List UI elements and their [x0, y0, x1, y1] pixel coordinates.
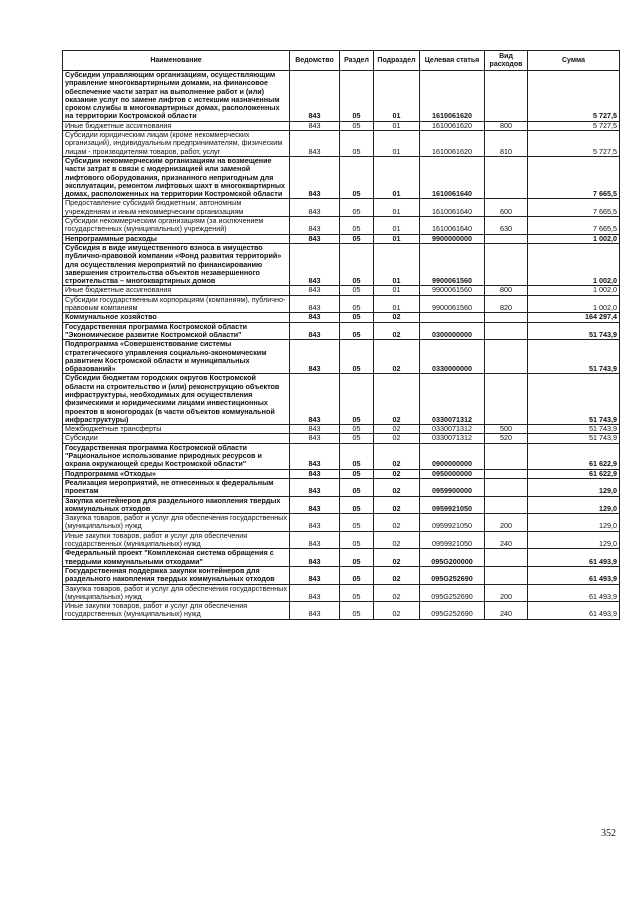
- row-name: Государственная поддержка закупки контейнеров для раздельного накопления твердых коммунальных отходов: [63, 566, 290, 584]
- row-amount: 51 743,9: [528, 425, 620, 434]
- row-section: 05: [340, 496, 374, 514]
- row-target-article: 0959921050: [420, 496, 485, 514]
- row-amount: 5 727,5: [528, 131, 620, 157]
- row-subsection: 02: [374, 478, 420, 496]
- row-target-article: 1610061640: [420, 217, 485, 235]
- row-name: Непрограммные расходы: [63, 234, 290, 243]
- row-amount: 51 743,9: [528, 322, 620, 340]
- row-department: 843: [290, 243, 340, 285]
- row-department: 843: [290, 469, 340, 478]
- row-target-article: 1610061620: [420, 131, 485, 157]
- row-name: Коммунальное хозяйство: [63, 313, 290, 322]
- col-header-amount: Сумма: [528, 51, 620, 71]
- row-subsection: 01: [374, 71, 420, 122]
- table-row: [63, 199, 620, 217]
- row-section: 05: [340, 156, 374, 198]
- row-expense-type: 630: [485, 217, 528, 235]
- row-target-article: 0330071312: [420, 434, 485, 443]
- col-header-subsection: Подраздел: [374, 51, 420, 71]
- table-row: [63, 121, 620, 130]
- row-expense-type: 820: [485, 295, 528, 313]
- row-subsection: 02: [374, 425, 420, 434]
- table-row: [63, 286, 620, 295]
- row-expense-type: [485, 549, 528, 567]
- row-section: 05: [340, 295, 374, 313]
- row-department: 843: [290, 496, 340, 514]
- row-subsection: 02: [374, 443, 420, 469]
- row-name: Закупка товаров, работ и услуг для обеспечения государственных (муниципальных) нужд: [63, 584, 290, 602]
- row-department: 843: [290, 549, 340, 567]
- row-amount: 129,0: [528, 478, 620, 496]
- row-section: 05: [340, 443, 374, 469]
- row-name: Субсидии некоммерческим организациям (за исключением государственных (муниципальных) учреждений): [63, 217, 290, 235]
- row-section: 05: [340, 313, 374, 322]
- row-expense-type: [485, 496, 528, 514]
- row-name: Предоставление субсидий бюджетным, автономным учреждениям и иным некоммерческим организациям: [63, 199, 290, 217]
- row-expense-type: [485, 374, 528, 425]
- row-amount: 5 727,5: [528, 121, 620, 130]
- row-section: 05: [340, 566, 374, 584]
- row-amount: 1 002,0: [528, 234, 620, 243]
- row-department: 843: [290, 313, 340, 322]
- row-section: 05: [340, 469, 374, 478]
- row-target-article: 095G252690: [420, 602, 485, 620]
- table-row: [63, 584, 620, 602]
- row-department: 843: [290, 443, 340, 469]
- row-name: Иные закупки товаров, работ и услуг для обеспечения государственных (муниципальных) нужд: [63, 602, 290, 620]
- row-name: Субсидия в виде имущественного взноса в имущество публично-правовой компании «Фонд развития территорий» для осуществления мероприятий по финансированию завершения строительства объектов незавершенного строительства – многоквартирных домов: [63, 243, 290, 285]
- row-section: 05: [340, 121, 374, 130]
- row-section: 05: [340, 531, 374, 549]
- table-row: [63, 71, 620, 122]
- row-name: Субсидии управляющим организациям, осуществляющим управление многоквартирными домами, на финансовое обеспечение части затрат на выполнение работ и (или) оказание услуг по замене лифтов с истекшим назначенным сроком службы в многоквартирных домах, расположенных на территории Костромской области: [63, 71, 290, 122]
- row-amount: 129,0: [528, 496, 620, 514]
- row-expense-type: 800: [485, 121, 528, 130]
- row-name: Субсидии бюджетам городских округов Костромской области на строительство и (или) реконструкцию объектов инфраструктуры, необходимых для осуществления физическими и юридическими лицами инвестиционных проектов в моногородах (в части объектов коммунальной инфраструктуры): [63, 374, 290, 425]
- row-amount: 61 493,9: [528, 566, 620, 584]
- table-row: [63, 322, 620, 340]
- row-target-article: 0959900000: [420, 478, 485, 496]
- row-expense-type: 600: [485, 199, 528, 217]
- row-target-article: 1610061640: [420, 156, 485, 198]
- row-name: Субсидии: [63, 434, 290, 443]
- row-target-article: 9900000000: [420, 234, 485, 243]
- row-section: 05: [340, 234, 374, 243]
- table-row: [63, 234, 620, 243]
- page-number: 352: [601, 828, 616, 839]
- row-expense-type: 200: [485, 584, 528, 602]
- row-department: 843: [290, 295, 340, 313]
- row-subsection: 01: [374, 156, 420, 198]
- row-amount: 61 493,9: [528, 549, 620, 567]
- row-subsection: 02: [374, 549, 420, 567]
- row-subsection: 01: [374, 286, 420, 295]
- row-subsection: 02: [374, 531, 420, 549]
- row-amount: 7 665,5: [528, 217, 620, 235]
- row-name: Закупка товаров, работ и услуг для обеспечения государственных (муниципальных) нужд: [63, 514, 290, 532]
- row-target-article: 0300000000: [420, 322, 485, 340]
- row-department: 843: [290, 71, 340, 122]
- row-department: 843: [290, 131, 340, 157]
- row-department: 843: [290, 566, 340, 584]
- row-subsection: 01: [374, 234, 420, 243]
- row-expense-type: [485, 443, 528, 469]
- row-subsection: 02: [374, 602, 420, 620]
- row-amount: 61 622,9: [528, 469, 620, 478]
- table-row: [63, 496, 620, 514]
- row-subsection: 02: [374, 469, 420, 478]
- row-name: Субсидии юридическим лицам (кроме некоммерческих организаций), индивидуальным предпринимателям, физическим лицам - производителям товаров, работ, услуг: [63, 131, 290, 157]
- row-expense-type: 810: [485, 131, 528, 157]
- table-row: [63, 514, 620, 532]
- row-section: 05: [340, 71, 374, 122]
- row-department: 843: [290, 602, 340, 620]
- row-amount: 1 002,0: [528, 243, 620, 285]
- row-target-article: 9900061560: [420, 243, 485, 285]
- row-name: Межбюджетные трансферты: [63, 425, 290, 434]
- row-subsection: 01: [374, 217, 420, 235]
- row-amount: 7 665,5: [528, 156, 620, 198]
- row-department: 843: [290, 121, 340, 130]
- row-subsection: 02: [374, 514, 420, 532]
- row-amount: 61 622,9: [528, 443, 620, 469]
- row-section: 05: [340, 286, 374, 295]
- table-row: [63, 131, 620, 157]
- row-expense-type: [485, 469, 528, 478]
- row-amount: 164 297,4: [528, 313, 620, 322]
- row-target-article: 1610061620: [420, 71, 485, 122]
- row-department: 843: [290, 286, 340, 295]
- row-department: 843: [290, 322, 340, 340]
- row-subsection: 02: [374, 374, 420, 425]
- table-row: [63, 313, 620, 322]
- row-target-article: 0330071312: [420, 374, 485, 425]
- row-expense-type: [485, 156, 528, 198]
- row-target-article: 095G252690: [420, 566, 485, 584]
- table-row: [63, 217, 620, 235]
- row-subsection: 02: [374, 566, 420, 584]
- row-target-article: 1610061640: [420, 199, 485, 217]
- row-target-article: 0330000000: [420, 340, 485, 374]
- row-target-article: 9900061560: [420, 286, 485, 295]
- row-amount: 1 002,0: [528, 295, 620, 313]
- row-subsection: 02: [374, 434, 420, 443]
- row-name: Федеральный проект "Комплексная система обращения с твердыми коммунальными отходами": [63, 549, 290, 567]
- col-header-expense-type: Вид расходов: [485, 51, 528, 71]
- table-row: [63, 340, 620, 374]
- row-amount: 1 002,0: [528, 286, 620, 295]
- table-row: [63, 295, 620, 313]
- row-expense-type: [485, 243, 528, 285]
- row-department: 843: [290, 217, 340, 235]
- row-subsection: 02: [374, 584, 420, 602]
- row-subsection: 01: [374, 121, 420, 130]
- row-department: 843: [290, 234, 340, 243]
- row-section: 05: [340, 602, 374, 620]
- row-expense-type: 240: [485, 602, 528, 620]
- col-header-section: Раздел: [340, 51, 374, 71]
- row-name: Иные бюджетные ассигнования: [63, 121, 290, 130]
- row-target-article: 1610061620: [420, 121, 485, 130]
- row-section: 05: [340, 514, 374, 532]
- row-department: 843: [290, 478, 340, 496]
- row-amount: 51 743,9: [528, 340, 620, 374]
- row-section: 05: [340, 425, 374, 434]
- row-section: 05: [340, 243, 374, 285]
- row-amount: 7 665,5: [528, 199, 620, 217]
- row-expense-type: 800: [485, 286, 528, 295]
- row-amount: 129,0: [528, 514, 620, 532]
- row-section: 05: [340, 549, 374, 567]
- table-row: [63, 374, 620, 425]
- table-row: [63, 156, 620, 198]
- row-name: Реализация мероприятий, не отнесенных к федеральным проектам: [63, 478, 290, 496]
- row-expense-type: 200: [485, 514, 528, 532]
- table-row: [63, 425, 620, 434]
- row-target-article: 0900000000: [420, 443, 485, 469]
- table-row: [63, 469, 620, 478]
- row-department: 843: [290, 531, 340, 549]
- row-target-article: [420, 313, 485, 322]
- table-row: [63, 443, 620, 469]
- row-section: 05: [340, 199, 374, 217]
- row-amount: 61 493,9: [528, 602, 620, 620]
- row-target-article: 0330071312: [420, 425, 485, 434]
- row-subsection: 02: [374, 340, 420, 374]
- row-amount: 5 727,5: [528, 71, 620, 122]
- row-department: 843: [290, 425, 340, 434]
- row-name: Субсидии государственным корпорациям (компаниям), публично-правовым компаниям: [63, 295, 290, 313]
- row-expense-type: [485, 234, 528, 243]
- row-expense-type: [485, 340, 528, 374]
- row-name: Подпрограмма «Совершенствование системы стратегического управления социально-экономическим развитием Костромской области и муниципальных образований»: [63, 340, 290, 374]
- row-subsection: 02: [374, 496, 420, 514]
- col-header-target-article: Целевая статья: [420, 51, 485, 71]
- table-row: [63, 478, 620, 496]
- table-row: [63, 531, 620, 549]
- row-section: 05: [340, 217, 374, 235]
- budget-table: [62, 50, 620, 620]
- row-expense-type: 240: [485, 531, 528, 549]
- row-expense-type: [485, 71, 528, 122]
- row-subsection: 01: [374, 243, 420, 285]
- row-section: 05: [340, 434, 374, 443]
- row-section: 05: [340, 374, 374, 425]
- row-name: Иные бюджетные ассигнования: [63, 286, 290, 295]
- row-department: 843: [290, 340, 340, 374]
- row-target-article: 095G252690: [420, 584, 485, 602]
- row-name: Государственная программа Костромской области "Экономическое развитие Костромской области": [63, 322, 290, 340]
- row-department: 843: [290, 584, 340, 602]
- row-expense-type: [485, 313, 528, 322]
- col-header-name: Наименование: [63, 51, 290, 71]
- row-section: 05: [340, 131, 374, 157]
- row-section: 05: [340, 340, 374, 374]
- row-amount: 61 493,9: [528, 584, 620, 602]
- row-target-article: 0950000000: [420, 469, 485, 478]
- row-subsection: 02: [374, 322, 420, 340]
- table-row: [63, 566, 620, 584]
- table-row: [63, 602, 620, 620]
- table-header-row: [63, 51, 620, 71]
- row-name: Закупка контейнеров для раздельного накопления твердых коммунальных отходов: [63, 496, 290, 514]
- row-name: Субсидии некоммерческим организациям на возмещение части затрат в связи с модернизацией или заменой лифтового оборудования, признанного непригодным для эксплуатации, ремонтом лифтовых шахт в многоквартирных домах, расположенных на территории Костромской области: [63, 156, 290, 198]
- col-header-department: Ведомство: [290, 51, 340, 71]
- table-row: [63, 243, 620, 285]
- table-row: [63, 434, 620, 443]
- row-section: 05: [340, 584, 374, 602]
- row-department: 843: [290, 374, 340, 425]
- row-section: 05: [340, 478, 374, 496]
- row-target-article: 0959921050: [420, 531, 485, 549]
- row-expense-type: 500: [485, 425, 528, 434]
- row-expense-type: [485, 478, 528, 496]
- row-target-article: 9900061560: [420, 295, 485, 313]
- row-target-article: 0959921050: [420, 514, 485, 532]
- row-amount: 51 743,9: [528, 434, 620, 443]
- row-department: 843: [290, 199, 340, 217]
- row-department: 843: [290, 514, 340, 532]
- row-name: Подпрограмма «Отходы»: [63, 469, 290, 478]
- row-department: 843: [290, 156, 340, 198]
- row-subsection: 01: [374, 131, 420, 157]
- row-department: 843: [290, 434, 340, 443]
- row-expense-type: 520: [485, 434, 528, 443]
- row-target-article: 095G200000: [420, 549, 485, 567]
- row-expense-type: [485, 566, 528, 584]
- row-subsection: 02: [374, 313, 420, 322]
- row-amount: 129,0: [528, 531, 620, 549]
- table-row: [63, 549, 620, 567]
- row-subsection: 01: [374, 295, 420, 313]
- row-name: Иные закупки товаров, работ и услуг для обеспечения государственных (муниципальных) нужд: [63, 531, 290, 549]
- row-name: Государственная программа Костромской области "Рациональное использование природных ресурсов и охрана окружающей среды Костромской области": [63, 443, 290, 469]
- row-subsection: 01: [374, 199, 420, 217]
- row-section: 05: [340, 322, 374, 340]
- row-expense-type: [485, 322, 528, 340]
- row-amount: 51 743,9: [528, 374, 620, 425]
